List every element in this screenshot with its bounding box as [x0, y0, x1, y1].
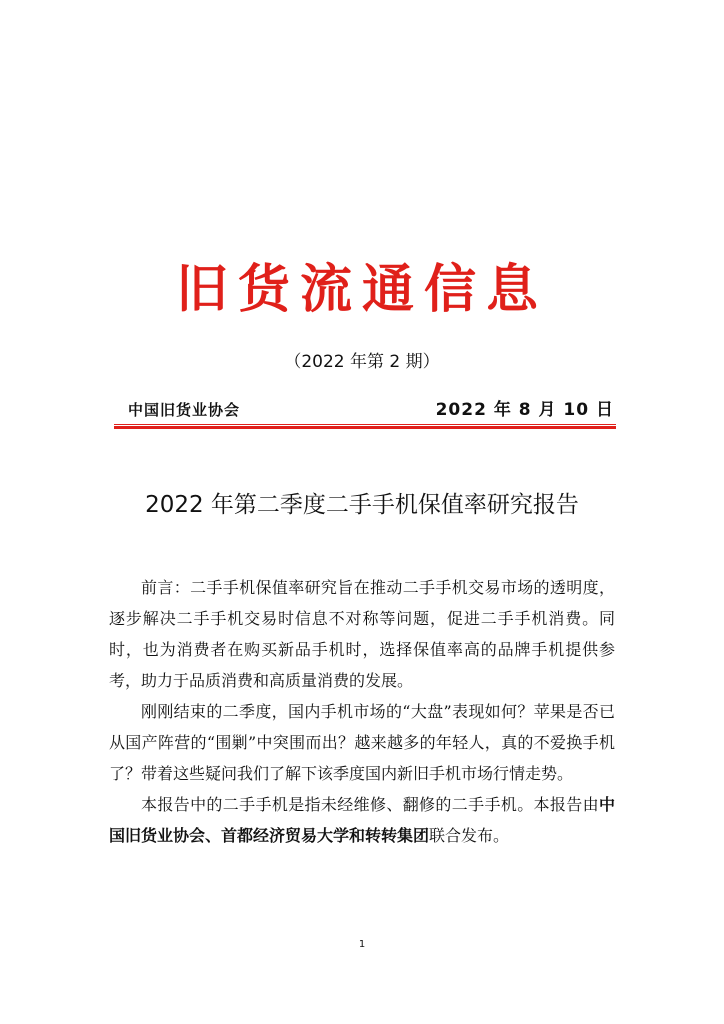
- issue-number: （2022 年第 2 期）: [284, 352, 440, 372]
- header-divider-thick: [114, 426, 616, 429]
- paragraph-definition-end: 联合发布。: [429, 826, 510, 845]
- masthead-title: 旧货流通信息: [175, 259, 548, 320]
- paragraph-definition-start: 本报告中的二手手机是指未经维修、翻修的二手手机。本报告由: [141, 795, 599, 814]
- publication-date: 2022 年 8 月 10 日: [435, 400, 614, 420]
- organization-name: 中国旧货业协会: [128, 401, 241, 419]
- publishers-bold: 中国旧货业协会、首都经济贸易大学和转转集团: [109, 795, 615, 845]
- paragraph-preface: 前言：二手手机保值率研究旨在推动二手手机交易市场的透明度，逐步解决二手手机交易时信息不对称等问题，促进二手手机消费。同时，也为消费者在购买新品手机时，选择保值率高的品牌手机提供参考，助力于品质消费和高质量消费的发展。: [109, 578, 615, 690]
- header-divider-thin: [114, 424, 616, 425]
- paragraph-questions: 刚刚结束的二季度，国内手机市场的“大盘”表现如何？苹果是否已从国产阵营的“围剿”中突围而出？越来越多的年轻人，真的不爱换手机了？带着这些疑问我们了解下该季度国内新旧手机市场行情走势。: [109, 702, 615, 783]
- header-row: [128, 398, 614, 422]
- paragraph-definition: [109, 789, 615, 851]
- report-title: 2022 年第二季度二手手机保值率研究报告: [145, 492, 579, 518]
- page-number: 1: [358, 939, 366, 950]
- body-text: [109, 572, 615, 851]
